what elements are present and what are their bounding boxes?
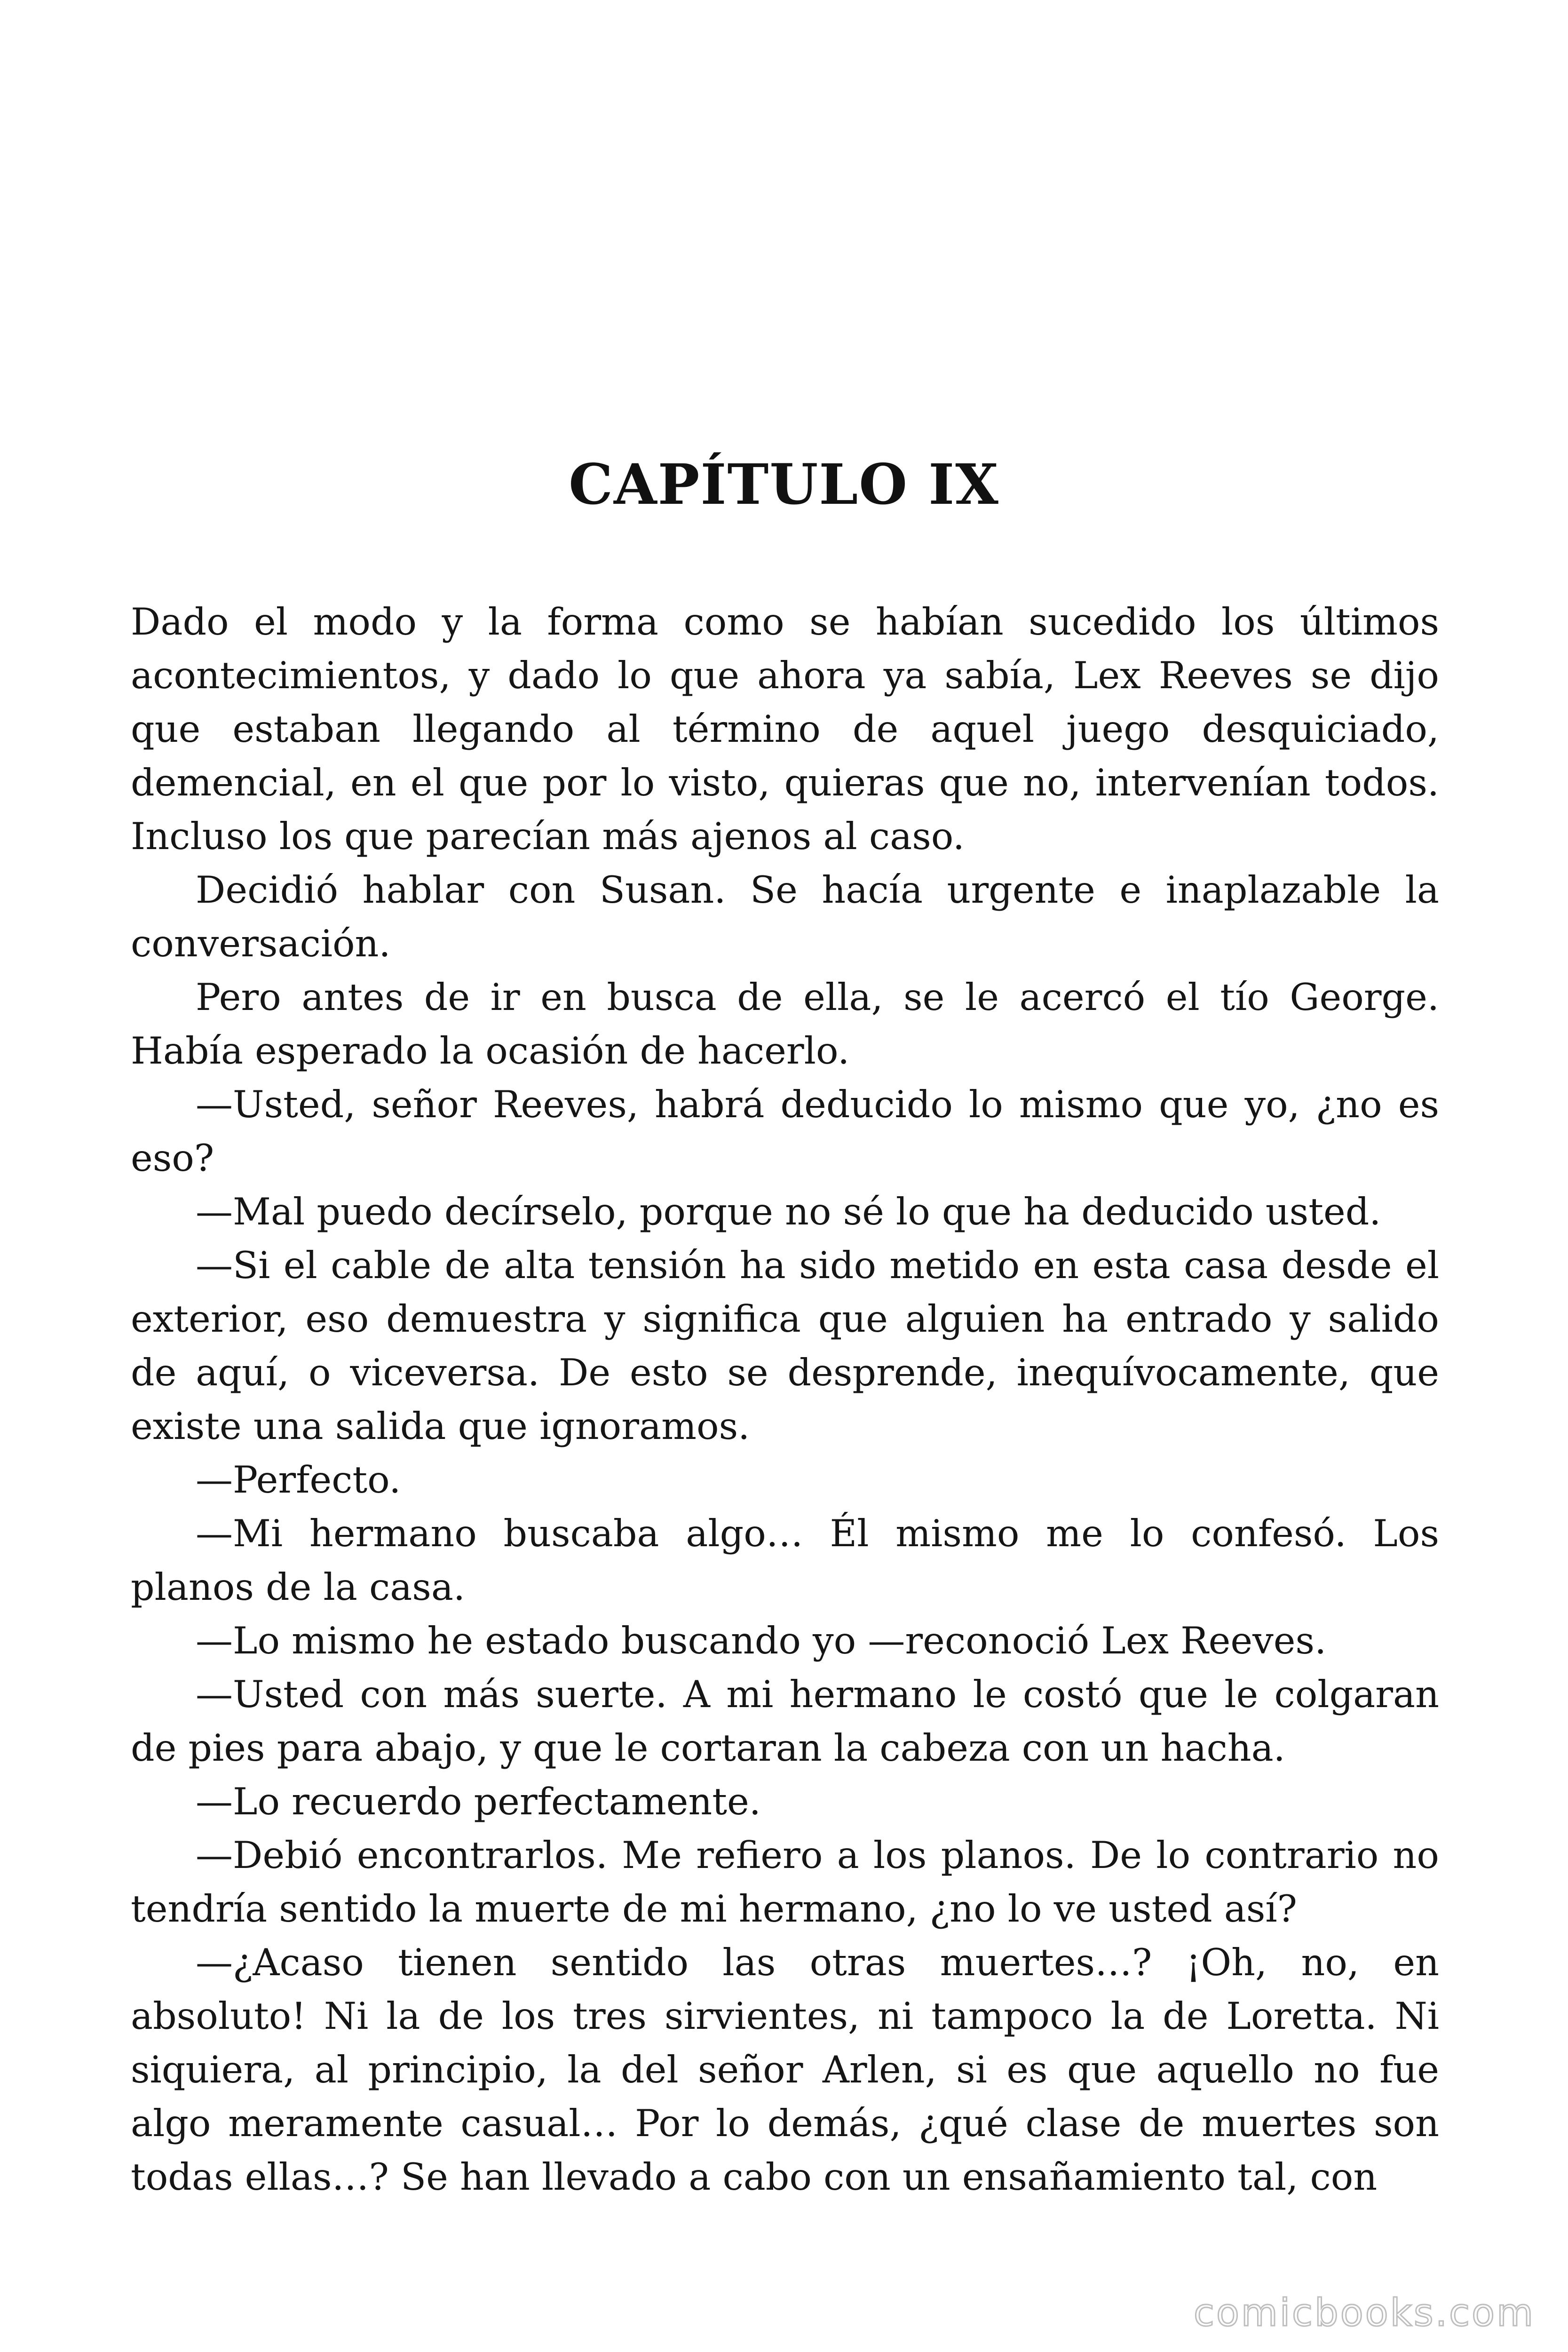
- dialogue-line: —¿Acaso tienen sentido las otras muertes…? ¡Oh, no, en absoluto! Ni la de los tres sirvientes, ni tampoco la de Loretta. Ni siquiera, al principio, la del señor Arlen, si es que aquello no fue algo meramente casual… Por lo demás, ¿qué clase de muertes son todas ellas…? Se han llevado a cabo con un ensañamiento tal, con: [131, 1941, 1439, 2199]
- dialogue-line: —Si el cable de alta tensión ha sido metido en esta casa desde el exterior, eso demuestra y significa que alguien ha entrado y salido de aquí, o viceversa. De esto se desprende, inequívocamente, que existe una salida que ignoramos.: [131, 1244, 1439, 1448]
- dialogue-line: —Lo mismo he estado buscando yo —reconoció Lex Reeves.: [196, 1619, 1327, 1662]
- dialogue-line: —Mal puedo decírselo, porque no sé lo que ha deducido usted.: [196, 1190, 1381, 1233]
- dialogue-line: —Perfecto.: [196, 1458, 401, 1502]
- dialogue-line: —Usted, señor Reeves, habrá deducido lo mismo que yo, ¿no es eso?: [131, 1083, 1439, 1180]
- body-text: [131, 595, 1439, 2204]
- dialogue-line: —Usted con más suerte. A mi hermano le costó que le colgaran de pies para abajo, y que le cortaran la cabeza con un hacha.: [131, 1673, 1439, 1770]
- paragraph: Pero antes de ir en busca de ella, se le acercó el tío George. Había esperado la ocasión de hacerlo.: [131, 976, 1439, 1073]
- watermark: comicbooks.com: [1193, 2291, 1535, 2335]
- dialogue-line: —Lo recuerdo perfectamente.: [196, 1780, 761, 1823]
- paragraph: Dado el modo y la forma como se habían sucedido los últimos acontecimientos, y dado lo que ahora ya sabía, Lex Reeves se dijo que estaban llegando al término de aquel juego desquiciado, demencial, en el que por lo visto, quieras que no, intervenían todos. Incluso los que parecían más ajenos al caso.: [131, 600, 1439, 858]
- dialogue-line: —Mi hermano buscaba algo… Él mismo me lo confesó. Los planos de la casa.: [131, 1512, 1439, 1609]
- chapter-title: CAPÍTULO IX: [569, 452, 999, 517]
- paragraph: Decidió hablar con Susan. Se hacía urgente e inaplazable la conversación.: [131, 868, 1439, 965]
- dialogue-line: —Debió encontrarlos. Me refiero a los planos. De lo contrario no tendría sentido la muerte de mi hermano, ¿no lo ve usted así?: [131, 1834, 1439, 1931]
